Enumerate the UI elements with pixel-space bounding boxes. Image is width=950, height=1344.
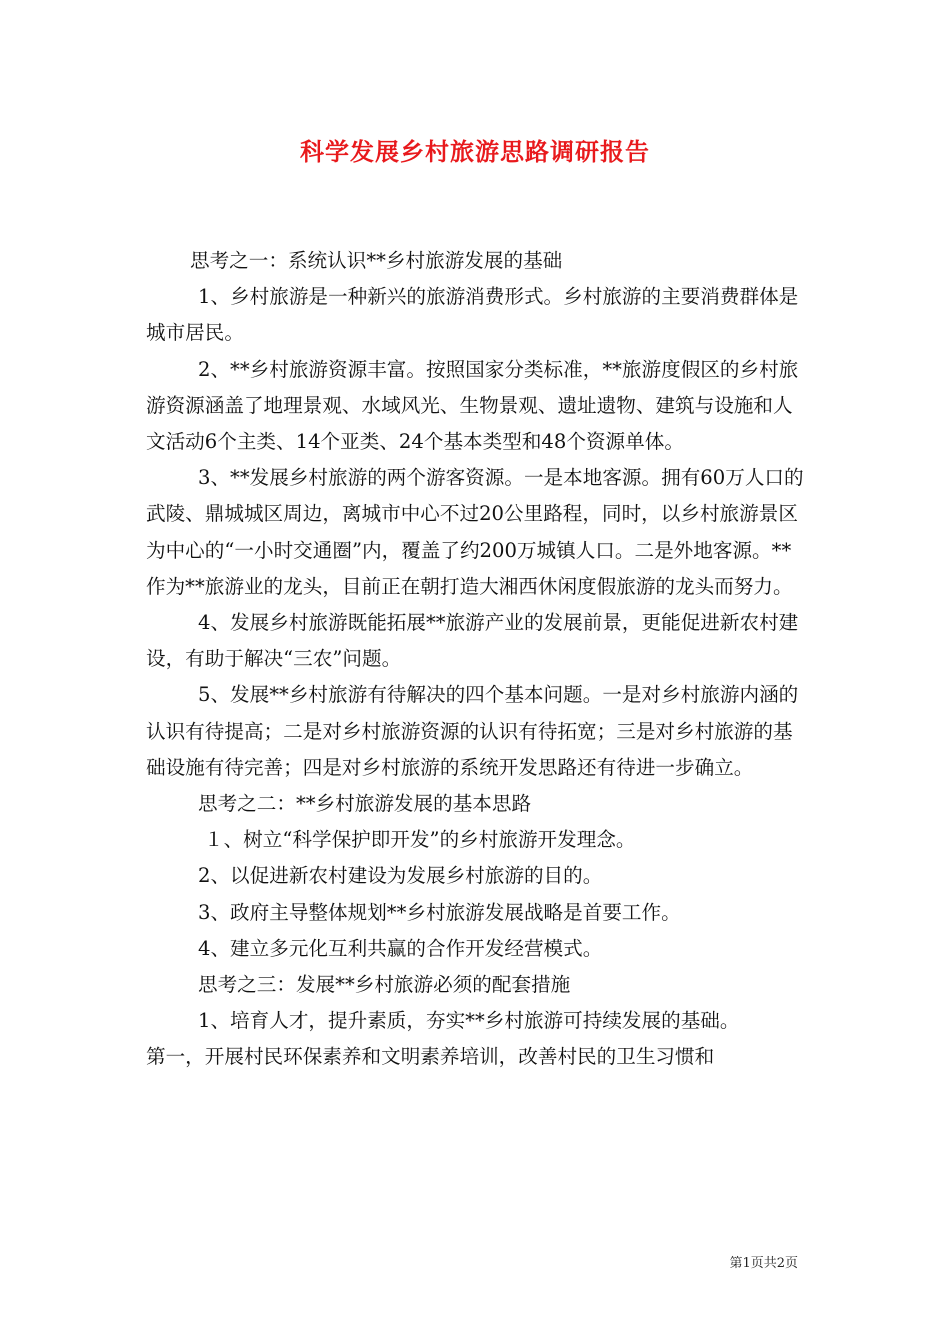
list-item-3: 3、政府主导整体规划**乡村旅游发展战略是首要工作。 — [198, 900, 681, 924]
paragraph-5: 5、发展**乡村旅游有待解决的四个基本问题。一是对乡村旅游内涵的认识有待提高；二是对乡村旅游资源的认识有待拓宽；三是对乡村旅游的基础设施有待完善；四是对乡村旅游的系统开发思路还有待进一步确立。 — [146, 683, 799, 779]
paragraph-7: 第一，开展村民环保素养和文明素养培训，改善村民的卫生习惯和 — [146, 1045, 715, 1069]
paragraph-1: 1、乡村旅游是一种新兴的旅游消费形式。乡村旅游的主要消费群体是城市居民。 — [146, 285, 799, 345]
list-item-2: 2、以促进新农村建设为发展乡村旅游的目的。 — [198, 864, 603, 888]
paragraph-4: 4、发展乡村旅游既能拓展**旅游产业的发展前景，更能促进新农村建设，有助于解决“三农”问题。 — [146, 611, 799, 671]
paragraph-2: 2、**乡村旅游资源丰富。按照国家分类标准，**旅游度假区的乡村旅游资源涵盖了地理景观、水域风光、生物景观、遗址遗物、建筑与设施和人文活动6个主类、14个亚类、24个基本类型和48个资源单体。 — [146, 357, 799, 454]
paragraph-6: 1、培育人才，提升素质，夯实**乡村旅游可持续发展的基础。 — [198, 1009, 740, 1033]
paragraph-3: 3、**发展乡村旅游的两个游客资源。一是本地客源。拥有60万人口的武陵、鼎城城区周边，离城市中心不过20公里路程，同时，以乡村旅游景区为中心的“一小时交通圈”内，覆盖了约200万城镇人口。二是外地客源。**作为**旅游业的龙头，目前正在朝打造大湘西休闲度假旅游的龙头而努力。 — [146, 466, 804, 598]
page-number: 第1页共2页 — [729, 1256, 798, 1271]
list-item-4: 4、建立多元化互利共赢的合作开发经营模式。 — [198, 936, 603, 960]
document-title: 科学发展乡村旅游思路调研报告 — [300, 137, 650, 166]
section-heading-2: 思考之二：**乡村旅游发展的基本思路 — [198, 792, 532, 816]
section-heading-1: 思考之一：系统认识**乡村旅游发展的基础 — [190, 249, 563, 272]
list-item-1: １、树立“科学保护即开发”的乡村旅游开发理念。 — [204, 828, 636, 852]
document-body — [146, 243, 808, 1076]
section-heading-3: 思考之三：发展**乡村旅游必须的配套措施 — [198, 973, 571, 997]
